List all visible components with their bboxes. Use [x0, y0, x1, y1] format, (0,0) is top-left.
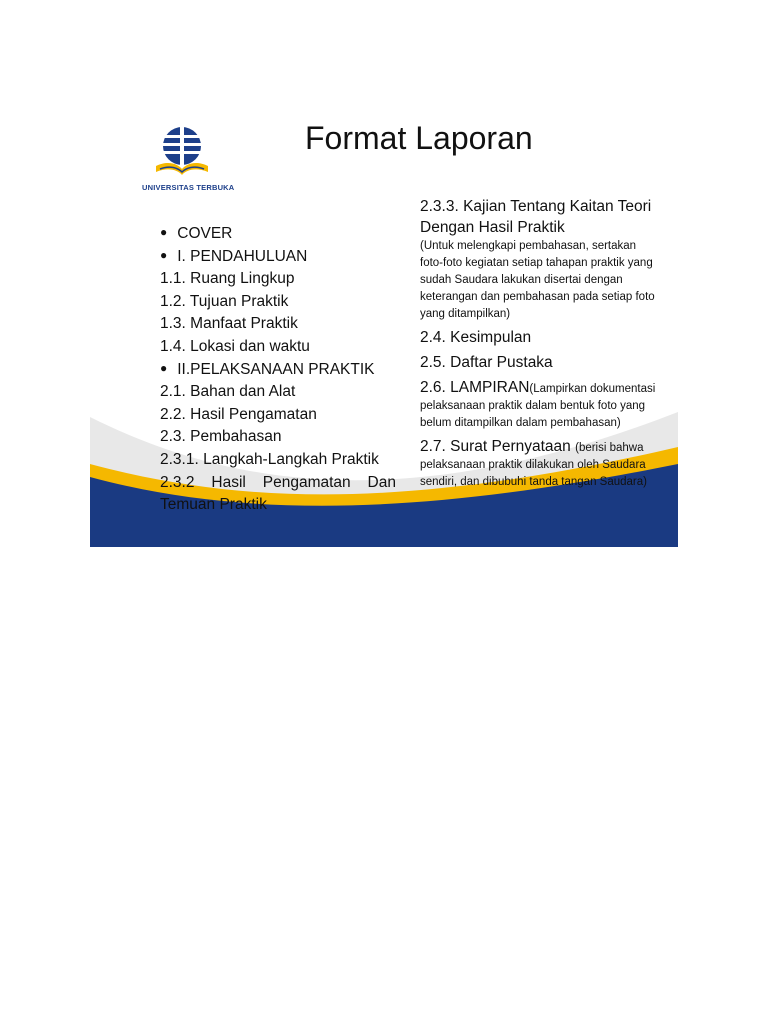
list-item: 1.4. Lokasi dan waktu: [160, 337, 310, 355]
note-line: yang ditampilkan): [420, 308, 511, 320]
list-item: 1.1. Ruang Lingkup: [160, 270, 295, 288]
item-2-5: 2.5. Daftar Pustaka: [420, 354, 553, 371]
item-2-7: 2.7. Surat Pernyataan: [420, 438, 571, 455]
universitas-terbuka-logo-icon: [138, 122, 228, 182]
list-item: ● II.PELAKSANAAN PRAKTIK: [160, 359, 396, 382]
list-item: ● COVER: [160, 223, 396, 246]
note-2-7-inline: (berisi bahwa: [575, 442, 644, 454]
note-line: pelaksanaan praktik dalam bentuk foto yang: [420, 400, 646, 412]
list-item: 1.2. Tujuan Praktik: [160, 292, 289, 310]
item-2-6: 2.6. LAMPIRAN: [420, 379, 530, 396]
item-2-3-3-line2: Dengan Hasil Praktik: [420, 219, 565, 236]
list-item: ● I. PENDAHULUAN: [160, 246, 396, 269]
right-outline-list: [420, 196, 678, 491]
slide-title: Format Laporan: [305, 120, 533, 156]
note-line: sudah Saudara lakukan disertai dengan: [420, 274, 623, 286]
item-2-4: 2.4. Kesimpulan: [420, 329, 532, 346]
logo-name: UNIVERSITAS TERBUKA: [142, 183, 235, 192]
list-item: 2.1. Bahan dan Alat: [160, 383, 296, 401]
note-line: (Untuk melengkapi pembahasan, sertakan: [420, 240, 637, 252]
list-item: Temuan Praktik: [160, 496, 267, 514]
list-item: 1.3. Manfaat Praktik: [160, 315, 298, 333]
presentation-slide: [90, 92, 678, 547]
note-line: belum ditampilkan dalam pembahasan): [420, 417, 621, 429]
item-2-7-row: [420, 436, 678, 457]
note-line: keterangan dan pembahasan pada setiap foto: [420, 291, 655, 303]
list-item: 2.3. Pembahasan: [160, 428, 282, 446]
note-line: foto-foto kegiatan setiap tahapan praktik yang: [420, 257, 653, 269]
note-line: sendiri, dan dibubuhi tanda tangan Saudara): [420, 476, 647, 488]
note-line: pelaksanaan praktik dilakukan oleh Saudara: [420, 459, 646, 471]
list-item: 2.3.2 Hasil Pengamatan Dan: [160, 473, 396, 491]
list-item: 2.2. Hasil Pengamatan: [160, 405, 317, 423]
note-2-6-inline: (Lampirkan dokumentasi: [529, 383, 656, 395]
item-2-6-row: [420, 377, 678, 398]
item-2-3-3-line1: 2.3.3. Kajian Tentang Kaitan Teori: [420, 198, 652, 215]
list-item: 2.3.1. Langkah-Langkah Praktik: [160, 450, 379, 468]
left-outline-list: [160, 223, 396, 517]
